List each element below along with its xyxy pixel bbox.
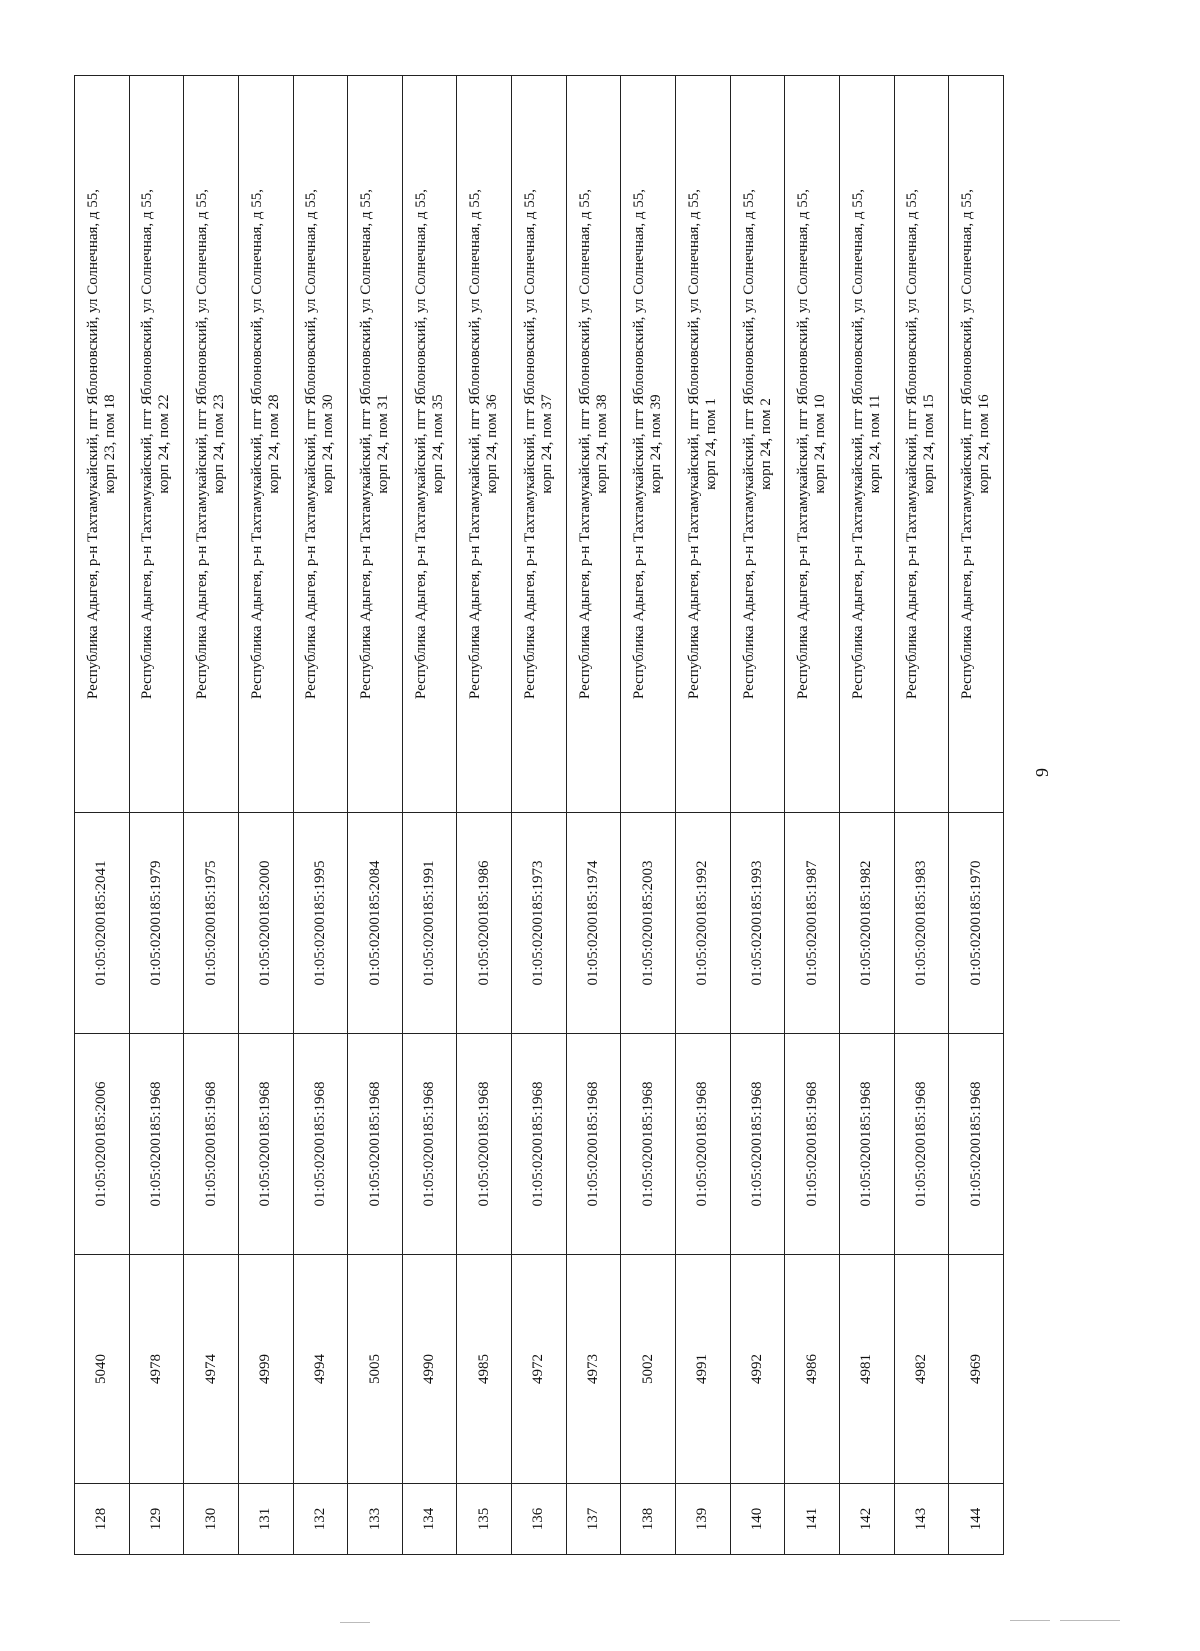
address-line: Республика Адыгея, р-н Тахтамукайский, пгт Яблоновский, ул Солнечная, д 55, xyxy=(467,188,484,700)
row-number: 132 xyxy=(293,1484,348,1555)
page-number: 9 xyxy=(1032,768,1052,777)
address-line: корп 24, пом 16 xyxy=(976,394,993,494)
area-value: 4974 xyxy=(184,1255,239,1484)
row-number: 142 xyxy=(839,1484,894,1555)
address-line: Республика Адыгея, р-н Тахтамукайский, пгт Яблоновский, ул Солнечная, д 55, xyxy=(194,188,211,700)
address-cell xyxy=(730,76,785,813)
parent-cadastral-number: 01:05:0200185:2006 xyxy=(75,1034,130,1255)
address-line: Республика Адыгея, р-н Тахтамукайский, пгт Яблоновский, ул Солнечная, д 55, xyxy=(248,188,265,700)
address-line: корп 24, пом 22 xyxy=(156,394,173,494)
address-cell xyxy=(402,76,457,813)
address-line: Республика Адыгея, р-н Тахтамукайский, пгт Яблоновский, ул Солнечная, д 55, xyxy=(84,188,101,700)
address-line: корп 24, пом 23 xyxy=(211,394,228,494)
area-value: 4990 xyxy=(402,1255,457,1484)
area-value: 4986 xyxy=(785,1255,840,1484)
address-cell xyxy=(129,76,184,813)
table-row xyxy=(785,76,840,1555)
table-row xyxy=(293,76,348,1555)
address-line: корп 24, пом 30 xyxy=(320,394,337,494)
address-line: корп 24, пом 2 xyxy=(757,398,774,490)
cadastral-number: 01:05:0200185:1970 xyxy=(949,813,1004,1034)
row-number: 136 xyxy=(512,1484,567,1555)
row-number: 140 xyxy=(730,1484,785,1555)
address-line: Республика Адыгея, р-н Тахтамукайский, пгт Яблоновский, ул Солнечная, д 55, xyxy=(521,188,538,700)
table-row xyxy=(512,76,567,1555)
address-line: Республика Адыгея, р-н Тахтамукайский, пгт Яблоновский, ул Солнечная, д 55, xyxy=(358,188,375,700)
cadastral-number: 01:05:0200185:2000 xyxy=(238,813,293,1034)
address-cell xyxy=(184,76,239,813)
cadastral-number: 01:05:0200185:1983 xyxy=(894,813,949,1034)
scan-artifact xyxy=(340,1622,370,1623)
address-line: Республика Адыгея, р-н Тахтамукайский, пгт Яблоновский, ул Солнечная, д 55, xyxy=(904,188,921,700)
area-value: 4982 xyxy=(894,1255,949,1484)
cadastral-number: 01:05:0200185:1973 xyxy=(512,813,567,1034)
address-line: корп 24, пом 36 xyxy=(484,394,501,494)
row-number: 133 xyxy=(348,1484,403,1555)
address-line: Республика Адыгея, р-н Тахтамукайский, пгт Яблоновский, ул Солнечная, д 55, xyxy=(303,188,320,700)
area-value: 4978 xyxy=(129,1255,184,1484)
address-cell xyxy=(348,76,403,813)
parent-cadastral-number: 01:05:0200185:1968 xyxy=(949,1034,1004,1255)
cadastral-number: 01:05:0200185:2041 xyxy=(75,813,130,1034)
row-number: 128 xyxy=(75,1484,130,1555)
table-row xyxy=(348,76,403,1555)
parent-cadastral-number: 01:05:0200185:1968 xyxy=(457,1034,512,1255)
cadastral-number: 01:05:0200185:1979 xyxy=(129,813,184,1034)
address-line: Республика Адыгея, р-н Тахтамукайский, пгт Яблоновский, ул Солнечная, д 55, xyxy=(576,188,593,700)
area-value: 4994 xyxy=(293,1255,348,1484)
parent-cadastral-number: 01:05:0200185:1968 xyxy=(894,1034,949,1255)
table-row xyxy=(566,76,621,1555)
parent-cadastral-number: 01:05:0200185:1968 xyxy=(730,1034,785,1255)
table-body xyxy=(75,76,1004,1555)
parent-cadastral-number: 01:05:0200185:1968 xyxy=(676,1034,731,1255)
row-number: 137 xyxy=(566,1484,621,1555)
cadastral-number: 01:05:0200185:2084 xyxy=(348,813,403,1034)
table-row xyxy=(457,76,512,1555)
cadastral-number: 01:05:0200185:2003 xyxy=(621,813,676,1034)
parent-cadastral-number: 01:05:0200185:1968 xyxy=(512,1034,567,1255)
parent-cadastral-number: 01:05:0200185:1968 xyxy=(402,1034,457,1255)
area-value: 5005 xyxy=(348,1255,403,1484)
address-line: корп 24, пом 35 xyxy=(429,394,446,494)
row-number: 135 xyxy=(457,1484,512,1555)
address-line: Республика Адыгея, р-н Тахтамукайский, пгт Яблоновский, ул Солнечная, д 55, xyxy=(959,188,976,700)
row-number: 134 xyxy=(402,1484,457,1555)
address-line: корп 24, пом 10 xyxy=(812,394,829,494)
row-number: 129 xyxy=(129,1484,184,1555)
area-value: 4973 xyxy=(566,1255,621,1484)
address-line: Республика Адыгея, р-н Тахтамукайский, пгт Яблоновский, ул Солнечная, д 55, xyxy=(795,188,812,700)
address-line: корп 24, пом 39 xyxy=(648,394,665,494)
scan-artifact xyxy=(1010,1620,1050,1621)
address-line: Республика Адыгея, р-н Тахтамукайский, пгт Яблоновский, ул Солнечная, д 55, xyxy=(740,188,757,700)
parent-cadastral-number: 01:05:0200185:1968 xyxy=(621,1034,676,1255)
address-line: корп 23, пом 18 xyxy=(101,394,118,494)
address-line: Республика Адыгея, р-н Тахтамукайский, пгт Яблоновский, ул Солнечная, д 55, xyxy=(412,188,429,700)
parent-cadastral-number: 01:05:0200185:1968 xyxy=(785,1034,840,1255)
address-line: корп 24, пом 37 xyxy=(538,394,555,494)
row-number: 131 xyxy=(238,1484,293,1555)
area-value: 4991 xyxy=(676,1255,731,1484)
table-row xyxy=(129,76,184,1555)
address-cell xyxy=(457,76,512,813)
parent-cadastral-number: 01:05:0200185:1968 xyxy=(566,1034,621,1255)
address-cell xyxy=(894,76,949,813)
parent-cadastral-number: 01:05:0200185:1968 xyxy=(348,1034,403,1255)
address-cell xyxy=(949,76,1004,813)
address-line: корп 24, пом 38 xyxy=(593,394,610,494)
address-cell xyxy=(293,76,348,813)
table-row xyxy=(184,76,239,1555)
table-row xyxy=(839,76,894,1555)
parent-cadastral-number: 01:05:0200185:1968 xyxy=(839,1034,894,1255)
cadastral-number: 01:05:0200185:1992 xyxy=(676,813,731,1034)
address-line: корп 24, пом 28 xyxy=(265,394,282,494)
property-table xyxy=(74,75,1004,1555)
area-value: 4992 xyxy=(730,1255,785,1484)
area-value: 5040 xyxy=(75,1255,130,1484)
table-row xyxy=(730,76,785,1555)
parent-cadastral-number: 01:05:0200185:1968 xyxy=(129,1034,184,1255)
address-cell xyxy=(785,76,840,813)
cadastral-number: 01:05:0200185:1993 xyxy=(730,813,785,1034)
area-value: 4999 xyxy=(238,1255,293,1484)
cadastral-number: 01:05:0200185:1975 xyxy=(184,813,239,1034)
address-line: Республика Адыгея, р-н Тахтамукайский, пгт Яблоновский, ул Солнечная, д 55, xyxy=(685,188,702,700)
row-number: 144 xyxy=(949,1484,1004,1555)
address-line: корп 24, пом 11 xyxy=(866,394,883,494)
row-number: 138 xyxy=(621,1484,676,1555)
table-row xyxy=(75,76,130,1555)
address-cell xyxy=(75,76,130,813)
address-cell xyxy=(238,76,293,813)
row-number: 141 xyxy=(785,1484,840,1555)
address-line: Республика Адыгея, р-н Тахтамукайский, пгт Яблоновский, ул Солнечная, д 55, xyxy=(631,188,648,700)
parent-cadastral-number: 01:05:0200185:1968 xyxy=(293,1034,348,1255)
address-cell xyxy=(676,76,731,813)
cadastral-number: 01:05:0200185:1995 xyxy=(293,813,348,1034)
cadastral-number: 01:05:0200185:1986 xyxy=(457,813,512,1034)
table-row xyxy=(621,76,676,1555)
cadastral-number: 01:05:0200185:1982 xyxy=(839,813,894,1034)
area-value: 4981 xyxy=(839,1255,894,1484)
table-row xyxy=(894,76,949,1555)
address-line: Республика Адыгея, р-н Тахтамукайский, пгт Яблоновский, ул Солнечная, д 55, xyxy=(139,188,156,700)
cadastral-number: 01:05:0200185:1987 xyxy=(785,813,840,1034)
table-row xyxy=(949,76,1004,1555)
address-line: корп 24, пом 15 xyxy=(921,394,938,494)
row-number: 143 xyxy=(894,1484,949,1555)
area-value: 5002 xyxy=(621,1255,676,1484)
cadastral-number: 01:05:0200185:1974 xyxy=(566,813,621,1034)
area-value: 4972 xyxy=(512,1255,567,1484)
scan-artifact xyxy=(1060,1620,1120,1621)
table-row xyxy=(676,76,731,1555)
address-line: Республика Адыгея, р-н Тахтамукайский, пгт Яблоновский, ул Солнечная, д 55, xyxy=(849,188,866,700)
row-number: 139 xyxy=(676,1484,731,1555)
table-row xyxy=(238,76,293,1555)
parent-cadastral-number: 01:05:0200185:1968 xyxy=(238,1034,293,1255)
address-line: корп 24, пом 1 xyxy=(702,398,719,490)
area-value: 4969 xyxy=(949,1255,1004,1484)
cadastral-number: 01:05:0200185:1991 xyxy=(402,813,457,1034)
area-value: 4985 xyxy=(457,1255,512,1484)
parent-cadastral-number: 01:05:0200185:1968 xyxy=(184,1034,239,1255)
address-cell xyxy=(621,76,676,813)
address-cell xyxy=(839,76,894,813)
rotated-page-content xyxy=(74,75,1004,1555)
table-row xyxy=(402,76,457,1555)
row-number: 130 xyxy=(184,1484,239,1555)
address-line: корп 24, пом 31 xyxy=(375,394,392,494)
address-cell xyxy=(512,76,567,813)
address-cell xyxy=(566,76,621,813)
